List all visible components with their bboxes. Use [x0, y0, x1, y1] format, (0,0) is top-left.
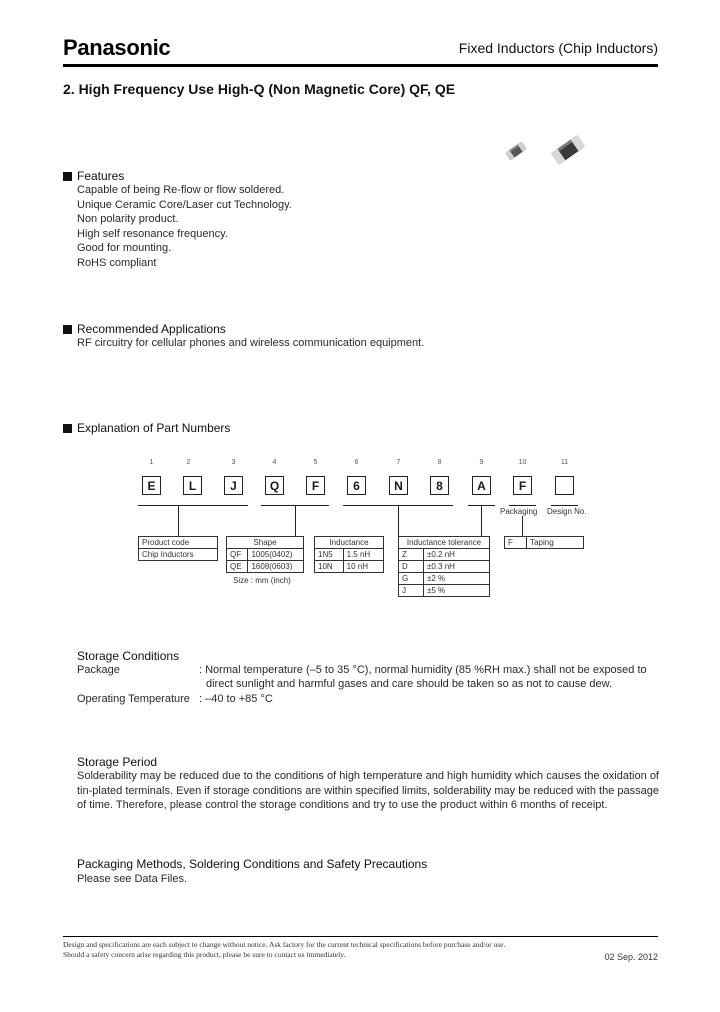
- header-rule: [63, 64, 658, 67]
- design-no-bracket: [551, 505, 578, 506]
- inductance-value: 1.5 nH: [343, 549, 383, 561]
- packaging-methods-text: Please see Data Files.: [77, 873, 188, 885]
- shape-size: 1005(0402): [248, 549, 304, 561]
- shape-table: [226, 536, 304, 573]
- part-number-char-box: F: [306, 476, 325, 495]
- section-title: 2. High Frequency Use High-Q (Non Magnetic Core) QF, QE: [63, 81, 456, 97]
- tolerance-header: Inductance tolerance: [399, 537, 490, 549]
- package-label: Package: [77, 664, 120, 676]
- inductance-code: 10N: [315, 561, 344, 573]
- packaging-methods-heading: Packaging Methods, Soldering Conditions and Safety Precautions: [77, 857, 428, 871]
- panasonic-logo: Panasonic: [63, 35, 171, 60]
- part-number-char-box: N: [389, 476, 408, 495]
- packaging-connector: [522, 516, 523, 536]
- shape-code: QE: [227, 561, 248, 573]
- inductance-code: 1N5: [315, 549, 344, 561]
- part-number-char-box: L: [183, 476, 202, 495]
- feature-item: Unique Ceramic Core/Laser cut Technology.: [77, 198, 292, 211]
- part-numbers-heading: Explanation of Part Numbers: [63, 421, 230, 435]
- shape-connector: [295, 505, 296, 536]
- part-number-char-box: Q: [265, 476, 284, 495]
- part-number-char-box: 8: [430, 476, 449, 495]
- inductance-value: 10 nH: [343, 561, 383, 573]
- product-code-bracket: [138, 505, 248, 506]
- storage-period-text: Solderability may be reduced due to the conditions of high temperature and high humidity which causes the oxidation of tin-plated terminals. Even if storage conditions are within specified limits, solderability may be reduced with the passage of time. Therefore, please control the storage conditions and try to use the product within 6 months of receipt.: [77, 770, 659, 811]
- position-index: 5: [313, 459, 318, 466]
- part-number-char-box: 6: [347, 476, 366, 495]
- document-category-title: Fixed Inductors (Chip Inductors): [458, 40, 658, 56]
- feature-item: High self resonance frequency.: [77, 227, 228, 240]
- inductance-connector: [398, 505, 399, 536]
- feature-item: Non polarity product.: [77, 213, 179, 225]
- tolerance-code: J: [399, 585, 424, 597]
- bullet-square-icon: [63, 424, 72, 433]
- footer-disclaimer: [63, 940, 505, 960]
- features-list: [77, 183, 292, 270]
- part-number-char-box: A: [472, 476, 491, 495]
- packaging-value: Taping: [527, 537, 584, 549]
- part-number-char-box: E: [142, 476, 161, 495]
- shape-code: QF: [227, 549, 248, 561]
- design-no-label: Design No.: [547, 507, 587, 516]
- applications-heading: Recommended Applications: [63, 322, 226, 336]
- feature-item: RoHS compliant: [77, 256, 157, 269]
- packaging-table: [504, 536, 584, 549]
- position-index: 8: [437, 459, 442, 466]
- tolerance-value: ±2 %: [423, 573, 489, 585]
- packaging-label: Packaging: [500, 507, 538, 516]
- applications-text: RF circuitry for cellular phones and wireless communication equipment.: [77, 337, 425, 349]
- footer-date: 02 Sep. 2012: [604, 952, 658, 962]
- storage-period-heading: Storage Period: [77, 755, 158, 769]
- package-condition-text-2: direct sunlight and harmful gases and care should be taken so as not to cause dew.: [206, 678, 613, 690]
- features-heading: Features: [63, 169, 124, 183]
- position-index: 1: [149, 459, 154, 466]
- part-number-char-box: J: [224, 476, 243, 495]
- product-code-connector: [178, 505, 179, 536]
- position-index: 2: [186, 459, 191, 466]
- position-index: 6: [354, 459, 359, 466]
- tolerance-table: [398, 536, 490, 597]
- product-code-header: Product code: [139, 537, 218, 549]
- packaging-code: F: [505, 537, 527, 549]
- position-index: 9: [479, 459, 484, 466]
- disclaimer-line: Design and specifications are each subject to change without notice. Ask factory for the current technical specifications before purchase and/or use.: [63, 940, 506, 949]
- packaging-bracket: [509, 505, 536, 506]
- position-index: 3: [231, 459, 236, 466]
- position-index: 10: [518, 459, 527, 466]
- package-condition-text: : Normal temperature (–5 to 35 °C), normal humidity (85 %RH max.) shall not be exposed to: [199, 664, 647, 676]
- bullet-square-icon: [63, 172, 72, 181]
- chip-inductor-small-image: [505, 142, 527, 161]
- shape-size-note: Size : mm (inch): [233, 576, 291, 585]
- tolerance-value: ±5 %: [423, 585, 489, 597]
- position-index: 7: [396, 459, 401, 466]
- tolerance-code: G: [399, 573, 424, 585]
- shape-size: 1608(0603): [248, 561, 304, 573]
- shape-header: Shape: [227, 537, 304, 549]
- product-code-table: [138, 536, 218, 561]
- tolerance-value: ±0.3 nH: [423, 561, 489, 573]
- product-code-value: Chip Inductors: [139, 549, 218, 561]
- position-index: 4: [272, 459, 277, 466]
- bullet-square-icon: [63, 325, 72, 334]
- disclaimer-line: Should a safety concern arise regarding this product, please be sure to contact us immediately.: [63, 950, 346, 959]
- chip-inductor-large-image: [551, 135, 585, 165]
- chip-inductor-images: [500, 135, 590, 175]
- tolerance-connector: [481, 505, 482, 536]
- operating-temperature-label: Operating Temperature: [77, 693, 190, 705]
- part-number-char-box: [555, 476, 574, 495]
- part-number-char-box: F: [513, 476, 532, 495]
- tolerance-value: ±0.2 nH: [423, 549, 489, 561]
- storage-conditions-heading: Storage Conditions: [77, 649, 180, 663]
- inductance-header: Inductance: [315, 537, 384, 549]
- tolerance-code: Z: [399, 549, 424, 561]
- tolerance-code: D: [399, 561, 424, 573]
- feature-item: Good for mounting.: [77, 242, 172, 254]
- footer-rule: [63, 936, 658, 937]
- inductance-table: [314, 536, 384, 573]
- feature-item: Capable of being Re-flow or flow soldered.: [77, 184, 285, 196]
- position-index: 11: [560, 459, 569, 466]
- operating-temperature-value: : –40 to +85 °C: [199, 693, 273, 705]
